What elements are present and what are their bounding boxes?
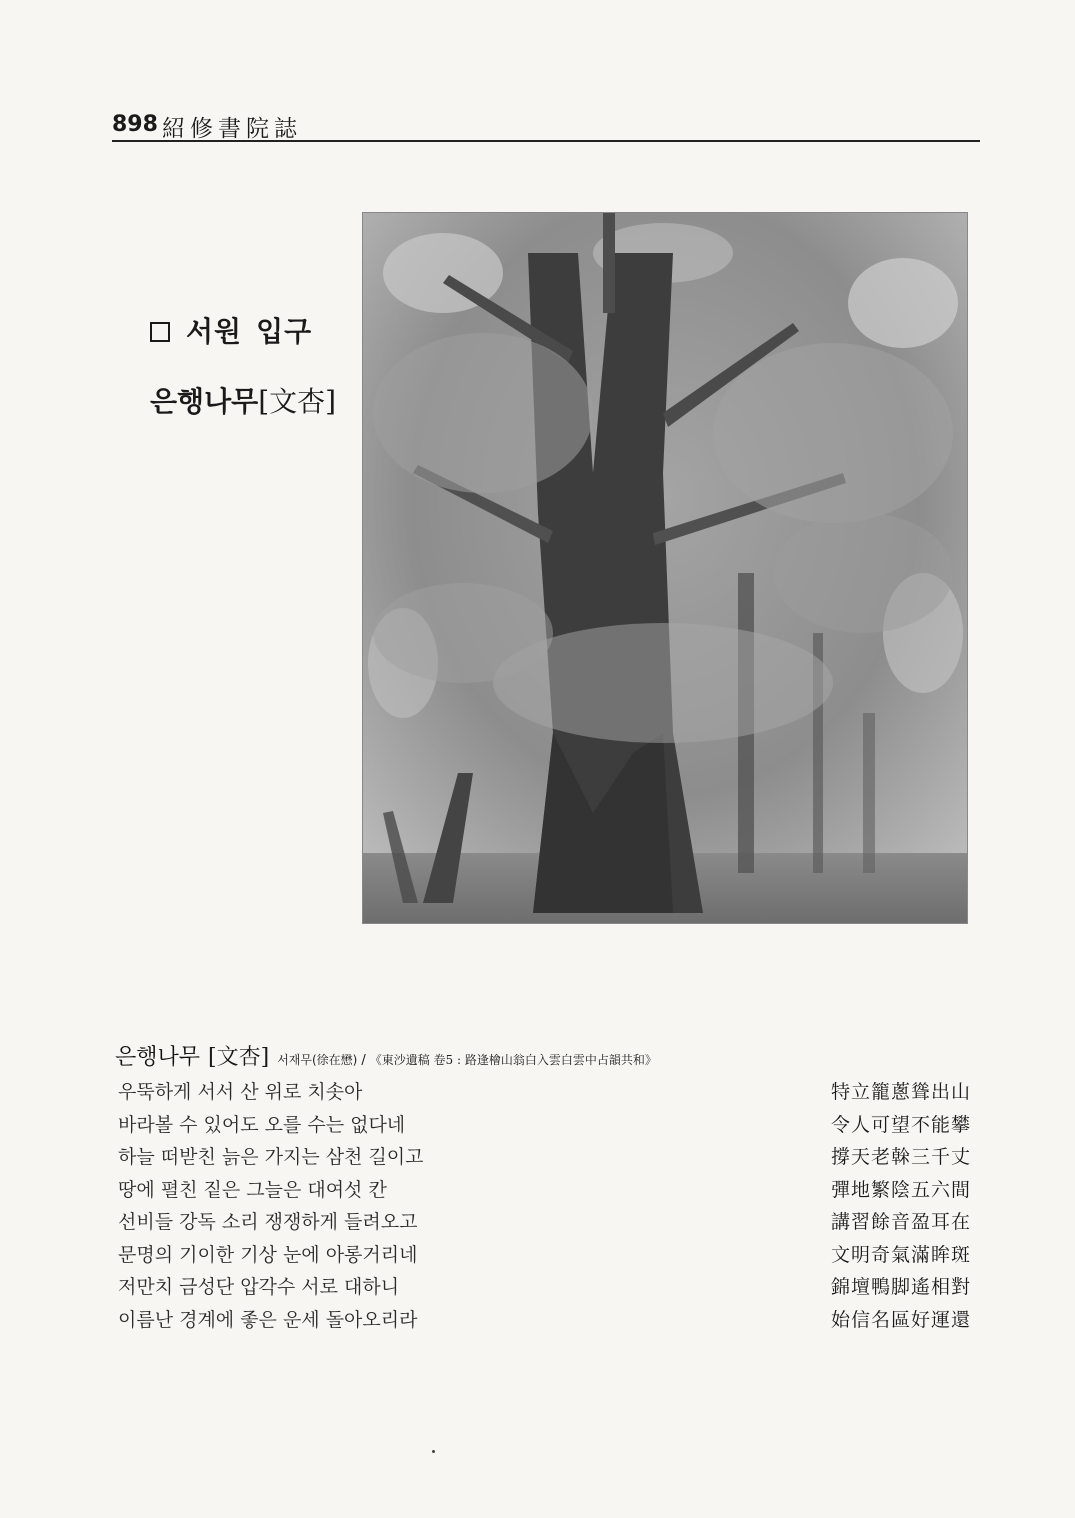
poem-korean-translation — [118, 1076, 618, 1336]
poem-hanja-original — [771, 1076, 971, 1336]
hanja-line: 特立籠蔥聳出山 — [830, 1081, 971, 1103]
korean-line: 문명의 기이한 기상 눈에 아롱거리네 — [118, 1243, 418, 1266]
korean-line: 땅에 펼친 짙은 그늘은 대여섯 칸 — [118, 1178, 387, 1201]
hanja-line: 文明奇氣滿眸斑 — [830, 1243, 971, 1266]
checkbox-square-icon — [150, 322, 170, 342]
subtitle-korean: 은행나무 — [150, 385, 259, 418]
ginkgo-tree-photo — [362, 212, 968, 924]
korean-line: 하늘 떠받친 늙은 가지는 삼천 길이고 — [118, 1146, 424, 1168]
korean-line: 이름난 경계에 좋은 운세 돌아오리라 — [118, 1308, 418, 1331]
korean-line: 저만치 금성단 압각수 서로 대하니 — [118, 1276, 400, 1298]
poem-title: 은행나무 — [115, 1045, 201, 1070]
book-title: 紹修書院誌 — [162, 116, 302, 142]
section-subtitle — [150, 380, 336, 420]
poem-title-hanja: [文杏] — [208, 1045, 270, 1070]
subtitle-hanja: [文杏] — [258, 385, 337, 418]
page-number: 898 — [112, 112, 158, 137]
section-heading — [150, 310, 312, 350]
poem-header — [115, 1040, 657, 1071]
korean-line: 선비들 강독 소리 쟁쟁하게 들려오고 — [118, 1211, 418, 1233]
poem-source: 《東沙遺稿 卷5 : 路逢檜山翁白入雲白雲中占韻共和》 — [369, 1053, 657, 1067]
poem-separator: / — [361, 1053, 366, 1068]
poem-author: 서재무(徐在懋) — [277, 1053, 358, 1067]
page-speck — [432, 1450, 435, 1453]
hanja-line: 始信名區好運還 — [830, 1308, 971, 1331]
page-header — [112, 108, 980, 142]
hanja-line: 講習餘音盈耳在 — [830, 1211, 971, 1233]
hanja-line: 錦壇鴨脚遙相對 — [830, 1276, 971, 1298]
section-heading-part1: 서원 — [186, 315, 243, 348]
korean-line: 바라볼 수 있어도 오를 수는 없다네 — [118, 1113, 406, 1136]
hanja-line: 撐天老榦三千丈 — [830, 1146, 971, 1168]
section-heading-part2: 입구 — [256, 315, 313, 348]
ginkgo-tree-image — [363, 213, 967, 923]
korean-line: 우뚝하게 서서 산 위로 치솟아 — [118, 1081, 363, 1103]
hanja-line: 令人可望不能攀 — [830, 1113, 971, 1136]
hanja-line: 彈地繁陰五六間 — [830, 1178, 971, 1201]
